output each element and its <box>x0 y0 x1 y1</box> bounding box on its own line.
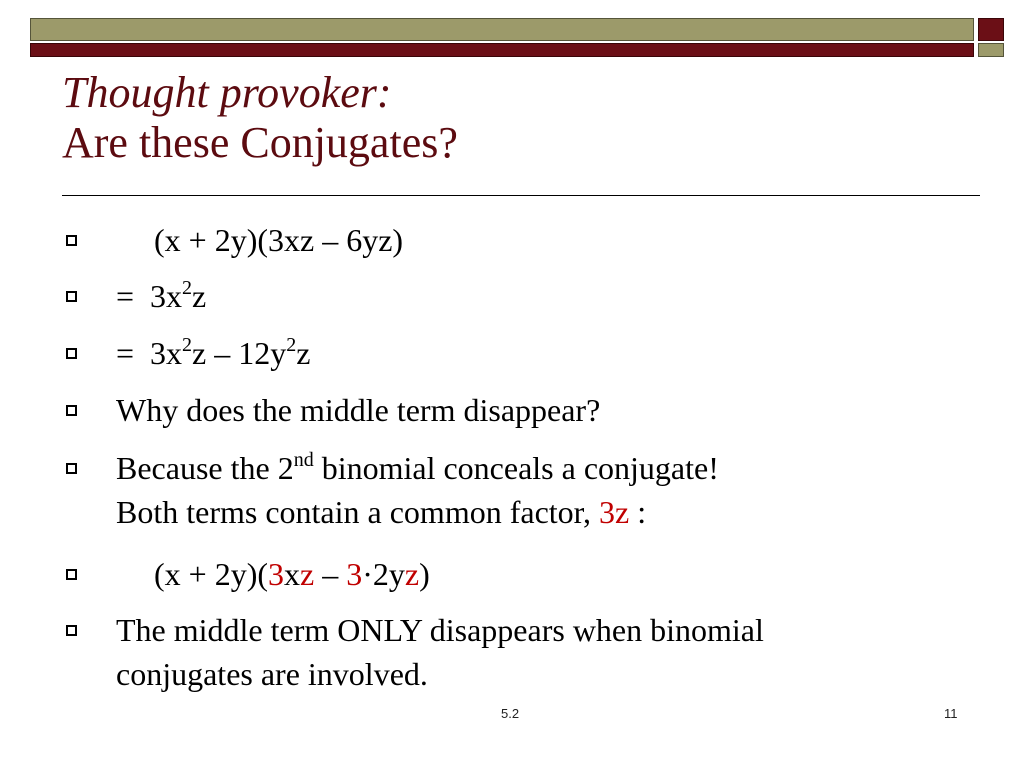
factor-highlight: z <box>300 556 315 592</box>
term-tail: z <box>296 335 311 371</box>
exponent: 2 <box>182 334 193 356</box>
bullet-4-text: Why does the middle term disappear? <box>116 392 601 428</box>
hollow-square-bullet-icon <box>66 625 77 636</box>
factor-highlight: 3 <box>346 556 363 592</box>
term-coef: 3x <box>150 335 183 371</box>
term-coef: 3x <box>150 278 183 314</box>
bullet-5-line-2 <box>116 490 719 534</box>
bullet-1-text: (x + 2y)(3xz – 6yz) <box>154 222 404 258</box>
hollow-square-bullet-icon <box>66 569 77 580</box>
hollow-square-bullet-icon <box>66 235 77 246</box>
bullet-5-line-1 <box>116 446 719 490</box>
text-run: x <box>284 556 301 592</box>
title-line-2: Are these Conjugates? <box>62 118 458 167</box>
bullet-7-line-1: The middle term ONLY disappears when binomial <box>116 612 764 648</box>
footer-section-number: 5.2 <box>501 706 520 721</box>
bullet-7-line-2: conjugates are involved. <box>116 656 428 692</box>
text-run: ) <box>419 556 430 592</box>
term-mid: z – 12y <box>192 335 287 371</box>
equals-sign: = <box>116 335 135 371</box>
hollow-square-bullet-icon <box>66 291 77 302</box>
bullet-3-text <box>116 331 310 375</box>
hollow-square-bullet-icon <box>66 348 77 359</box>
factor-highlight: 3 <box>268 556 285 592</box>
bullet-2-text <box>116 274 206 318</box>
factor-highlight: z <box>404 556 420 592</box>
exponent: 2 <box>182 277 193 299</box>
bullet-5-text <box>116 446 719 534</box>
equals-sign: = <box>116 278 135 314</box>
ordinal-suffix: nd <box>293 449 314 471</box>
text-run: Because the 2 <box>116 450 294 486</box>
hollow-square-bullet-icon <box>66 405 77 416</box>
title-line-1: Thought provoker: <box>62 68 392 117</box>
text-run: Both terms contain a common factor, <box>116 494 600 530</box>
text-run: binomial conceals a conjugate! <box>313 450 719 486</box>
bullet-6-text <box>154 552 430 596</box>
footer-page-number: 11 <box>944 706 958 721</box>
text-run: : <box>629 494 647 530</box>
text-run: – <box>314 556 347 592</box>
hollow-square-bullet-icon <box>66 463 77 474</box>
text-run: 2y <box>372 556 405 592</box>
common-factor: 3z <box>599 494 630 530</box>
bullet-7-text <box>116 608 764 696</box>
multiplication-dot: · <box>362 556 373 592</box>
term-tail: z <box>192 278 207 314</box>
exponent: 2 <box>286 334 297 356</box>
text-run: (x + 2y)( <box>154 556 269 592</box>
